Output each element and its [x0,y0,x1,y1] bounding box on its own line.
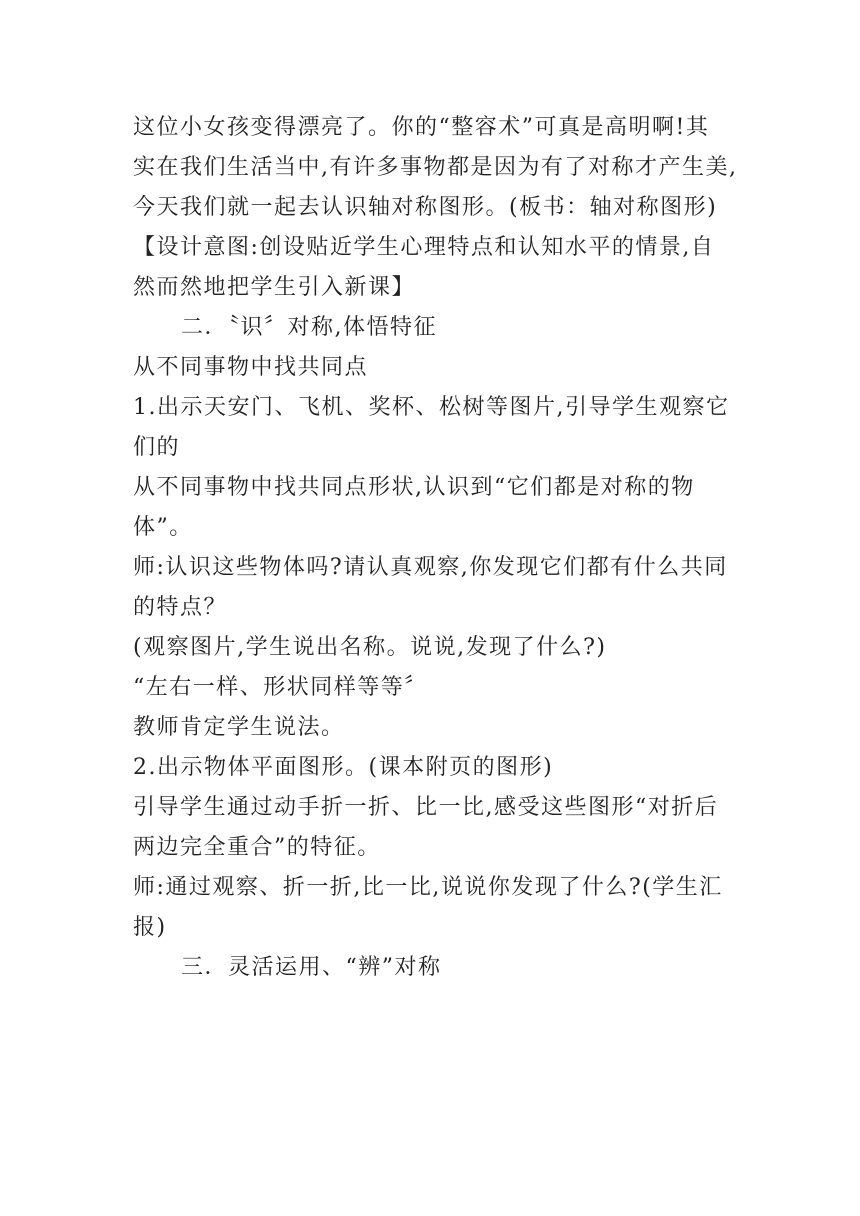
text-line: 1.出示天安门、飞机、奖杯、松树等图片,引导学生观察它 [133,395,730,420]
text-line: 引导学生通过动手折一折、比一比,感受这些图形“对折后 [133,795,719,820]
text-line: 报) [133,915,167,940]
text-line: 两边完全重合”的特征。 [133,835,381,860]
document-body [133,108,738,988]
text-line: 这位小女孩变得漂亮了。你的“整容术”可真是高明啊!其 [133,115,710,140]
section-heading: 二．〝识〞对称,体悟特征 [181,315,437,340]
text-line: 今天我们就一起去认识轴对称图形。(板书：轴对称图形) [133,195,718,220]
text-line: 师:通过观察、折一折,比一比,说说你发现了什么?(学生汇 [133,875,723,900]
text-line: 2.出示物体平面图形。(课本附页的图形) [133,755,554,780]
text-line: 从不同事物中找共同点形状,认识到“它们都是对称的物 [133,475,695,500]
text-line: (观察图片,学生说出名称。说说,发现了什么?) [133,635,607,660]
design-intent-note: 然而然地把学生引入新课】 [133,275,416,300]
text-line: “左右一样、形状同样等等〞 [133,675,428,700]
text-line: 教师肯定学生说法。 [133,715,345,740]
section-heading: 三．灵活运用、“辨”对称 [181,955,442,980]
text-line: 实在我们生活当中,有许多事物都是因为有了对称才产生美, [133,155,738,180]
text-line: 师:认识这些物体吗?请认真观察,你发现它们都有什么共同 [133,555,728,580]
text-line: 们的 [133,435,181,460]
design-intent-note: 【设计意图:创设贴近学生心理特点和认知水平的情景,自 [133,235,715,260]
text-line: 的特点？ [133,595,228,620]
text-line: 从不同事物中找共同点 [133,355,369,380]
text-line: 体”。 [133,515,193,540]
